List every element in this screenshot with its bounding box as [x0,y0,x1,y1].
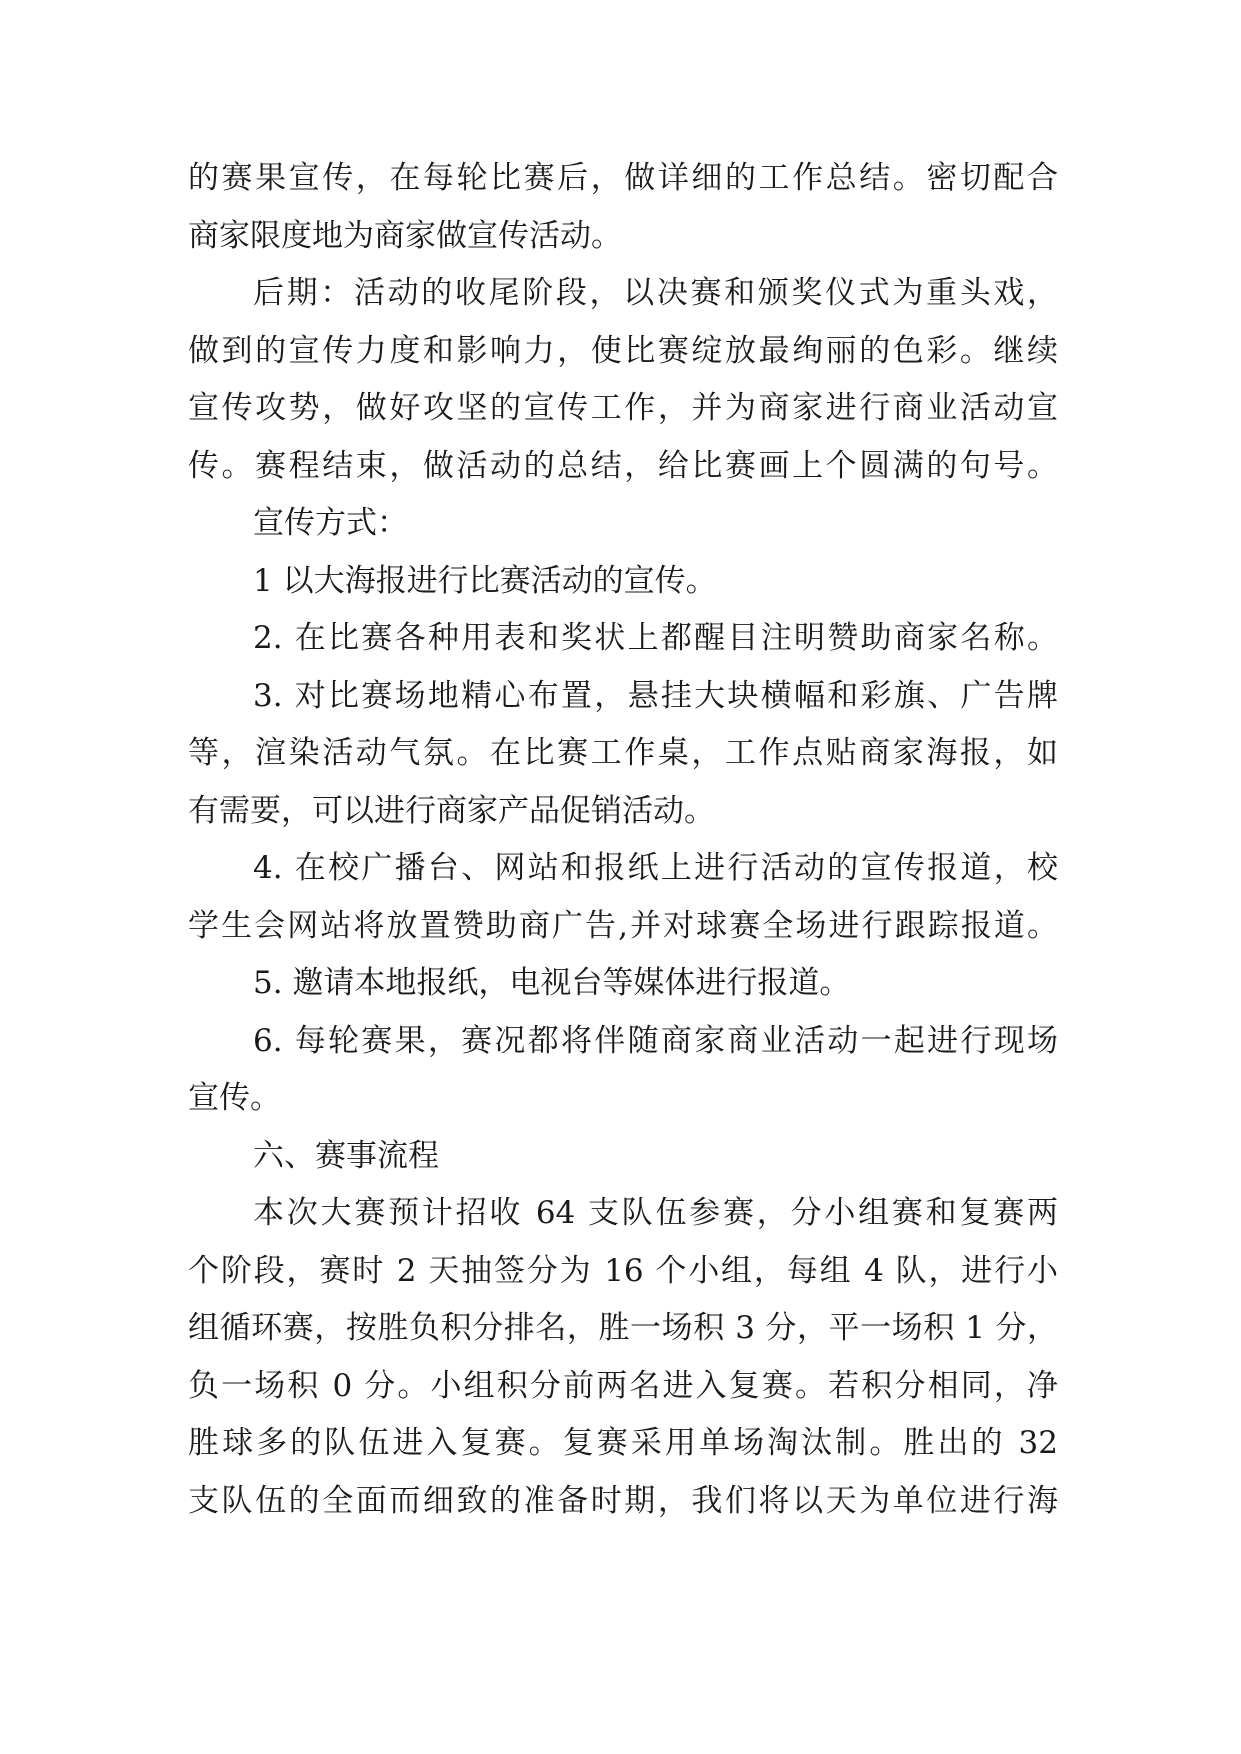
body-text [188,150,1058,1530]
text-line: 负一场积 0 分。小组积分前两名进入复赛。若积分相同，净 [188,1367,1058,1404]
text-line: 做到的宣传力度和影响力，使比赛绽放最绚丽的色彩。继续 [188,332,1058,369]
text-line: 传。赛程结束，做活动的总结，给比赛画上个圆满的句号。 [188,447,1058,484]
text-line: 个阶段，赛时 2 天抽签分为 16 个小组，每组 4 队，进行小 [188,1252,1058,1289]
text-line: 宣传攻势，做好攻坚的宣传工作，并为商家进行商业活动宣 [188,390,1058,426]
text-line: 本次大赛预计招收 64 支队伍参赛，分小组赛和复赛两 [253,1195,1058,1231]
text-line: 学生会网站将放置赞助商广告,并对球赛全场进行跟踪报道。 [188,907,1058,944]
text-line: 胜球多的队伍进入复赛。复赛采用单场淘汰制。胜出的 32 [188,1425,1058,1461]
text-line: 宣传方式： [253,505,408,541]
text-line: 5. 邀请本地报纸，电视台等媒体进行报道。 [253,965,851,1001]
text-line: 有需要，可以进行商家产品促销活动。 [188,792,715,829]
text-line: 宣传。 [188,1080,281,1116]
text-line: 3. 对比赛场地精心布置，悬挂大块横幅和彩旗、广告牌 [253,677,1058,714]
text-line: 2. 在比赛各种用表和奖状上都醒目注明赞助商家名称。 [253,620,1058,656]
text-line: 4. 在校广播台、网站和报纸上进行活动的宣传报道，校 [253,850,1058,886]
text-line: 商家限度地为商家做宣传活动。 [188,217,622,254]
text-line: 6. 每轮赛果，赛况都将伴随商家商业活动一起进行现场 [253,1022,1058,1059]
text-line: 组循环赛，按胜负积分排名，胜一场积 3 分，平一场积 1 分， [188,1310,1058,1346]
text-line: 后期：活动的收尾阶段，以决赛和颁奖仪式为重头戏， [253,275,1058,311]
text-line: 的赛果宣传，在每轮比赛后，做详细的工作总结。密切配合 [188,160,1058,196]
text-line: 等，渲染活动气氛。在比赛工作桌，工作点贴商家海报，如 [188,735,1058,771]
text-line: 六、赛事流程 [253,1137,439,1174]
text-line: 支队伍的全面而细致的准备时期，我们将以天为单位进行海 [188,1482,1058,1519]
text-line: 1 以大海报进行比赛活动的宣传。 [253,562,717,599]
